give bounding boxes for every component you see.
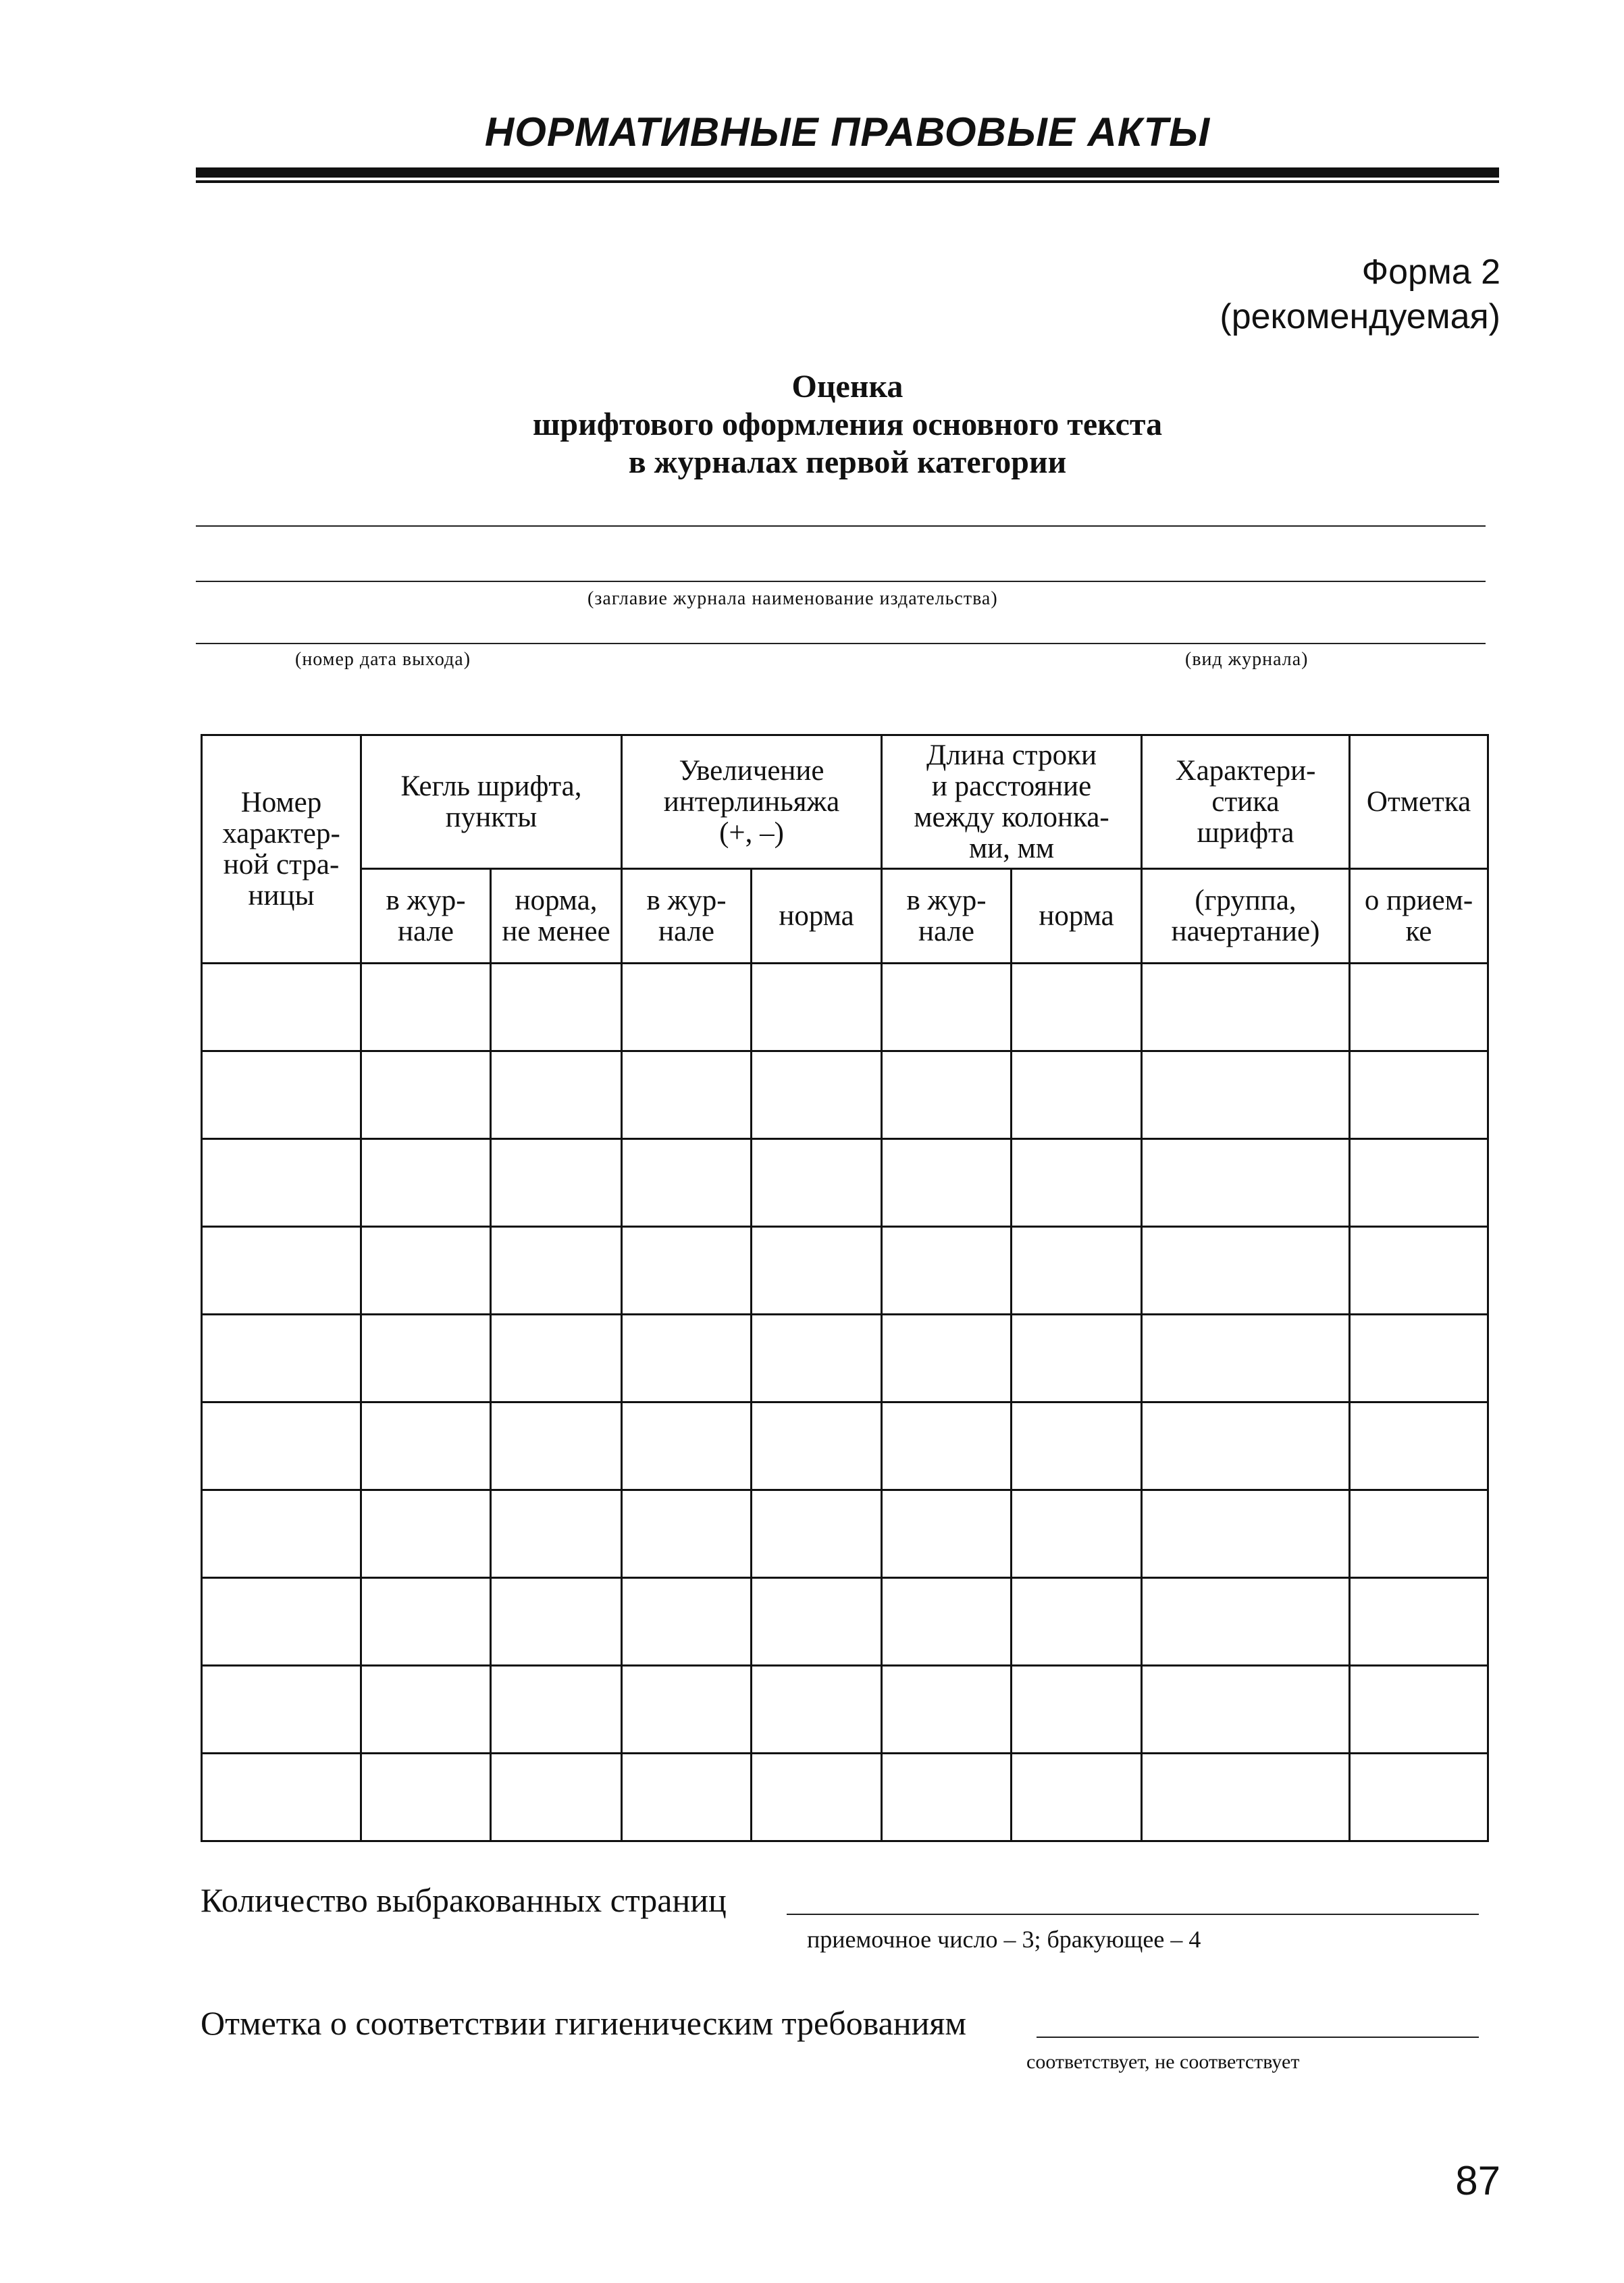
- table-cell[interactable]: [1350, 1402, 1488, 1490]
- table-cell[interactable]: [1350, 1051, 1488, 1139]
- table-cell[interactable]: [622, 1051, 752, 1139]
- table-cell[interactable]: [1350, 1578, 1488, 1666]
- table-row: [202, 1139, 1488, 1227]
- header-page-number: Номер характер- ной стра- ницы: [202, 735, 361, 964]
- table-cell[interactable]: [1142, 1490, 1350, 1578]
- table-cell[interactable]: [491, 1754, 622, 1841]
- table-cell[interactable]: [622, 1490, 752, 1578]
- table-cell[interactable]: [202, 1402, 361, 1490]
- table-cell[interactable]: [1142, 1402, 1350, 1490]
- table-cell[interactable]: [202, 1754, 361, 1841]
- table-row: [202, 1490, 1488, 1578]
- table-cell[interactable]: [1142, 1051, 1350, 1139]
- table-cell[interactable]: [1012, 1666, 1142, 1754]
- caption-journal-type: (вид журнала): [1185, 649, 1309, 670]
- form-number: Форма 2: [1361, 253, 1500, 292]
- table-cell[interactable]: [622, 1578, 752, 1666]
- table-cell[interactable]: [882, 1578, 1012, 1666]
- subheader-font-group: (группа, начертание): [1142, 869, 1350, 964]
- table-cell[interactable]: [752, 1051, 882, 1139]
- header-font-characteristic: Характери- стика шрифта: [1142, 735, 1350, 869]
- table-cell[interactable]: [752, 1139, 882, 1227]
- table-cell[interactable]: [1142, 1227, 1350, 1315]
- hygiene-field[interactable]: [1037, 2037, 1479, 2038]
- table-cell[interactable]: [752, 1578, 882, 1666]
- header-row-2: [202, 869, 1488, 964]
- table-cell[interactable]: [622, 1666, 752, 1754]
- table-cell[interactable]: [361, 1578, 491, 1666]
- table-cell[interactable]: [882, 1315, 1012, 1402]
- table-cell[interactable]: [752, 1490, 882, 1578]
- rejected-pages-field[interactable]: [787, 1914, 1479, 1915]
- table-cell[interactable]: [491, 1227, 622, 1315]
- running-header: НОРМАТИВНЫЕ ПРАВОВЫЕ АКТЫ: [484, 109, 1211, 155]
- table-cell[interactable]: [752, 964, 882, 1051]
- table-row: [202, 1402, 1488, 1490]
- table-cell[interactable]: [1012, 1139, 1142, 1227]
- table-cell[interactable]: [752, 1666, 882, 1754]
- hygiene-label: Отметка о соответствии гигиеническим требованиям: [201, 2004, 966, 2042]
- table-cell[interactable]: [202, 1051, 361, 1139]
- subheader-font-norm-min: норма, не менее: [491, 869, 622, 964]
- header-leading: Увеличение интерлиньяжа (+, –): [622, 735, 882, 869]
- table-row: [202, 1666, 1488, 1754]
- subheader-font-in-journal: в жур- нале: [361, 869, 491, 964]
- table-cell[interactable]: [882, 1139, 1012, 1227]
- table-cell[interactable]: [361, 964, 491, 1051]
- table-row: [202, 1315, 1488, 1402]
- table-cell[interactable]: [202, 1227, 361, 1315]
- subheader-length-norm: норма: [1012, 869, 1142, 964]
- table-cell[interactable]: [882, 1754, 1012, 1841]
- table-cell[interactable]: [1012, 1490, 1142, 1578]
- table-cell[interactable]: [361, 1666, 491, 1754]
- hygiene-caption: соответствует, не соответствует: [1026, 2051, 1300, 2073]
- table-cell[interactable]: [202, 964, 361, 1051]
- table-cell[interactable]: [1350, 1139, 1488, 1227]
- table-cell[interactable]: [1142, 964, 1350, 1051]
- caption-issue: (номер дата выхода): [295, 649, 471, 670]
- table-cell[interactable]: [622, 1754, 752, 1841]
- table-cell[interactable]: [752, 1402, 882, 1490]
- title-line-2: шрифтового оформления основного текста: [532, 406, 1163, 442]
- table-cell[interactable]: [882, 1402, 1012, 1490]
- table-cell[interactable]: [622, 1227, 752, 1315]
- table-cell[interactable]: [882, 964, 1012, 1051]
- table-row: [202, 964, 1488, 1051]
- table-cell[interactable]: [361, 1051, 491, 1139]
- fill-line-journal-2[interactable]: [196, 581, 1486, 582]
- title-line-3: в журналах первой категории: [628, 444, 1067, 480]
- table-cell[interactable]: [361, 1315, 491, 1402]
- form-status: (рекомендуемая): [1220, 297, 1500, 336]
- table-cell[interactable]: [202, 1666, 361, 1754]
- table-cell[interactable]: [202, 1139, 361, 1227]
- table-cell[interactable]: [202, 1578, 361, 1666]
- table-cell[interactable]: [491, 1490, 622, 1578]
- document-title: [196, 368, 1499, 481]
- table-cell[interactable]: [491, 1666, 622, 1754]
- table-cell[interactable]: [491, 1139, 622, 1227]
- table-row: [202, 1578, 1488, 1666]
- table-cell[interactable]: [622, 964, 752, 1051]
- table-cell[interactable]: [1012, 1402, 1142, 1490]
- table-cell[interactable]: [752, 1315, 882, 1402]
- table-cell[interactable]: [882, 1490, 1012, 1578]
- table-cell[interactable]: [491, 1315, 622, 1402]
- table-cell[interactable]: [1012, 1578, 1142, 1666]
- header-line-length: Длина строки и расстояние между колонка- ми, мм: [882, 735, 1142, 869]
- table-cell[interactable]: [491, 964, 622, 1051]
- table-cell[interactable]: [1012, 1051, 1142, 1139]
- table-cell[interactable]: [752, 1227, 882, 1315]
- table-cell[interactable]: [1142, 1754, 1350, 1841]
- table-cell[interactable]: [1012, 1227, 1142, 1315]
- table-cell[interactable]: [202, 1315, 361, 1402]
- title-line-1: Оценка: [791, 369, 903, 404]
- fill-line-journal-1[interactable]: [196, 525, 1486, 527]
- table-cell[interactable]: [1142, 1578, 1350, 1666]
- table-cell[interactable]: [202, 1490, 361, 1578]
- page-number: 87: [1455, 2158, 1500, 2203]
- header-font-size: Кегль шрифта, пункты: [361, 735, 622, 869]
- table-cell[interactable]: [882, 1666, 1012, 1754]
- subheader-length-in-journal: в жур- нале: [882, 869, 1012, 964]
- subheader-leading-in-journal: в жур- нале: [622, 869, 752, 964]
- table-cell[interactable]: [622, 1139, 752, 1227]
- subheader-acceptance: о прием- ке: [1350, 869, 1488, 964]
- table-cell[interactable]: [1350, 964, 1488, 1051]
- form-label: [1220, 250, 1500, 339]
- header-rule-thick: [196, 167, 1499, 178]
- table-cell[interactable]: [491, 1402, 622, 1490]
- table-cell[interactable]: [622, 1402, 752, 1490]
- caption-journal-title: (заглавие журнала наименование издательства): [587, 588, 998, 609]
- table-row: [202, 1754, 1488, 1841]
- table-cell[interactable]: [752, 1754, 882, 1841]
- table-row: [202, 1227, 1488, 1315]
- table-cell[interactable]: [1350, 1227, 1488, 1315]
- table-cell[interactable]: [882, 1051, 1012, 1139]
- table-cell[interactable]: [1012, 1315, 1142, 1402]
- table-cell[interactable]: [491, 1578, 622, 1666]
- table-cell[interactable]: [1012, 964, 1142, 1051]
- header-rule-thin: [196, 180, 1499, 183]
- header-mark: Отметка: [1350, 735, 1488, 869]
- table-cell[interactable]: [882, 1227, 1012, 1315]
- evaluation-table: [201, 734, 1489, 1842]
- table-cell[interactable]: [361, 1754, 491, 1841]
- table-cell[interactable]: [361, 1490, 491, 1578]
- table-cell[interactable]: [1350, 1315, 1488, 1402]
- rejected-pages-label: Количество выбракованных страниц: [201, 1881, 727, 1919]
- table-cell[interactable]: [1012, 1754, 1142, 1841]
- table-cell[interactable]: [1350, 1490, 1488, 1578]
- table-cell[interactable]: [361, 1402, 491, 1490]
- table-cell[interactable]: [361, 1227, 491, 1315]
- table-cell[interactable]: [491, 1051, 622, 1139]
- table-cell[interactable]: [1142, 1139, 1350, 1227]
- table-cell[interactable]: [1350, 1666, 1488, 1754]
- subheader-leading-norm: норма: [752, 869, 882, 964]
- rejected-pages-caption: приемочное число – 3; бракующее – 4: [807, 1926, 1201, 1953]
- table-body: [202, 964, 1488, 1841]
- table-cell[interactable]: [1142, 1315, 1350, 1402]
- table-cell[interactable]: [1350, 1754, 1488, 1841]
- table-cell[interactable]: [1142, 1666, 1350, 1754]
- table-cell[interactable]: [361, 1139, 491, 1227]
- header-row-1: [202, 735, 1488, 869]
- table-cell[interactable]: [622, 1315, 752, 1402]
- table-row: [202, 1051, 1488, 1139]
- fill-line-issue[interactable]: [196, 643, 1486, 644]
